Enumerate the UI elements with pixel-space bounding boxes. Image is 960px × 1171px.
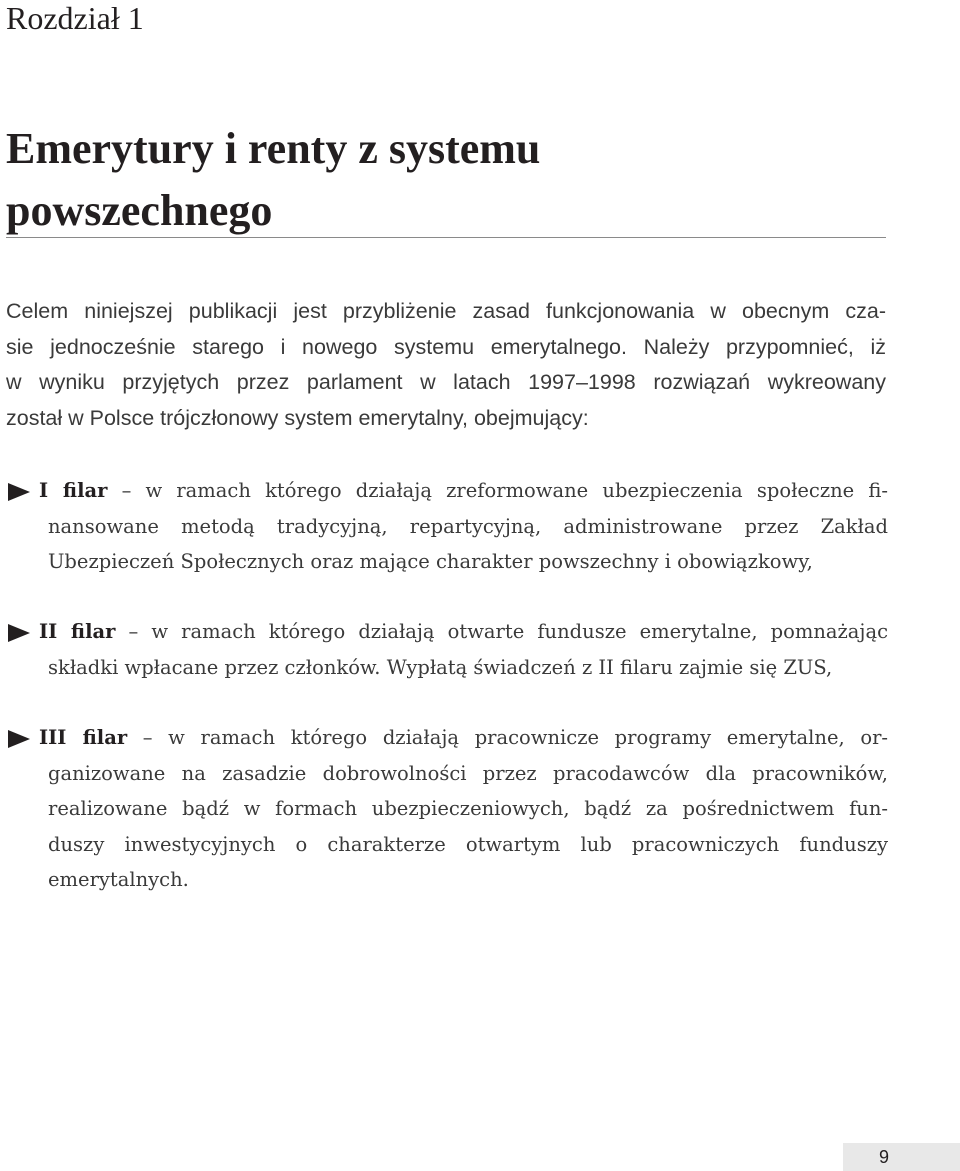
pillar-item-3 — [8, 720, 888, 898]
pillar-line: emerytalnych. — [48, 868, 189, 891]
triangle-bullet-icon — [8, 730, 30, 748]
pillar-line: ganizowane na zasadzie dobrowolności przez pracodawców dla pracowników, — [48, 761, 888, 785]
pillar-description: – w ramach którego działają zreformowane ubezpieczenia społeczne fi- — [107, 479, 888, 502]
pillar-description: – w ramach którego działają otwarte fundusze emerytalne, pomnażając — [115, 620, 888, 643]
pillar-name: II filar — [39, 620, 116, 643]
chapter-title-line-2: powszechnego — [6, 186, 273, 235]
intro-line: Celem niniejszej publikacji jest przybliżenie zasad funkcjonowania w obecnym cza- — [6, 299, 886, 323]
chapter-label: Rozdział 1 — [6, 0, 144, 36]
pillar-first-line — [39, 720, 888, 756]
triangle-bullet-icon — [8, 483, 30, 501]
title-divider — [6, 237, 886, 238]
pillar-item-2 — [8, 614, 888, 685]
pillar-line: nansowane metodą tradycyjną, repartycyjną, administrowane przez Zakład — [48, 514, 888, 538]
page-number-tab — [843, 1143, 960, 1171]
chapter-title — [6, 118, 886, 242]
pillar-description: – w ramach którego działają pracownicze programy emerytalne, or- — [127, 726, 888, 749]
pillar-line: duszy inwestycyjnych o charakterze otwartym lub pracowniczych funduszy — [48, 832, 888, 856]
pillar-name: III filar — [39, 726, 128, 749]
pillar-item-1 — [8, 473, 888, 580]
triangle-bullet-icon — [8, 624, 30, 642]
pillar-line: realizowane bądź w formach ubezpieczeniowych, bądź za pośrednictwem fun- — [48, 797, 888, 820]
pillar-line: Ubezpieczeń Społecznych oraz mające charakter powszechny i obowiązkowy, — [48, 550, 813, 573]
pillar-first-line — [39, 473, 888, 509]
pillar-name: I filar — [39, 479, 108, 502]
intro-line: sie jednocześnie starego i nowego systemu emerytalnego. Należy przypomnieć, iż — [6, 334, 886, 359]
intro-line: został w Polsce trójczłonowy system emerytalny, obejmujący: — [6, 405, 589, 430]
pillar-text — [39, 614, 888, 685]
chapter-title-line-1: Emerytury i renty z systemu — [6, 124, 541, 173]
pillar-text — [39, 720, 888, 898]
intro-line: w wyniku przyjętych przez parlament w latach 1997–1998 rozwiązań wykreowany — [6, 370, 886, 394]
page-number: 9 — [878, 1147, 889, 1167]
pillar-first-line — [39, 614, 888, 650]
pillar-line: składki wpłacane przez członków. Wypłatą świadczeń z II filaru zajmie się ZUS, — [48, 655, 833, 679]
intro-paragraph — [6, 294, 886, 436]
pillar-text — [39, 473, 888, 580]
